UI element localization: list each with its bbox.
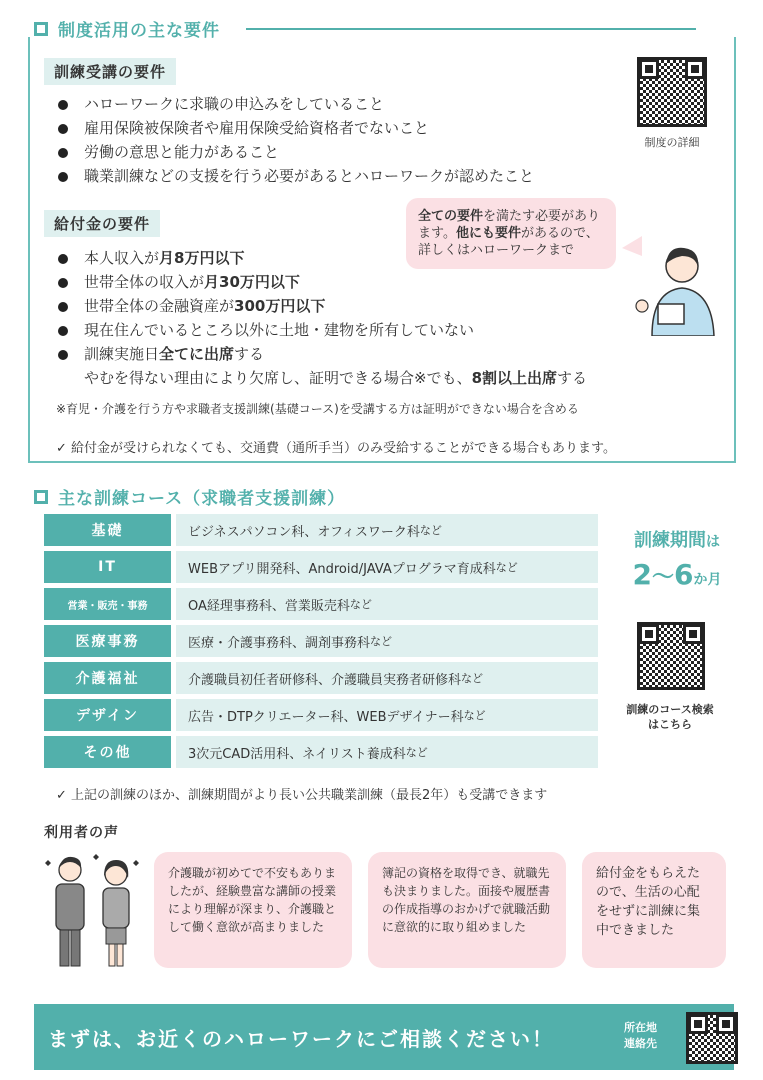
footer-contact: 所在地 連絡先 <box>624 1021 657 1050</box>
qr-code-course-search[interactable] <box>637 622 705 690</box>
course-category: 医療事務 <box>44 625 171 657</box>
list-item: 職業訓練などの支援を行う必要があるとハローワークが認めたこと <box>56 164 534 188</box>
footer-text: まずは、お近くのハローワークにご相談ください！ <box>48 1026 554 1051</box>
training-requirements-list <box>56 92 534 188</box>
qr-label-course-search: 訓練のコース検索 はこちら <box>626 703 714 731</box>
qr-code-contact[interactable] <box>686 1012 738 1064</box>
course-category: IT <box>44 551 171 583</box>
square-icon <box>34 22 48 36</box>
list-item: 現在住んでいるところ以外に土地・建物を所有していない <box>56 318 587 342</box>
training-period: 訓練期間は 2～6か月 <box>632 530 722 591</box>
course-desc: 医療・介護事務科、調剤事務科 など <box>176 625 598 657</box>
title-rule <box>246 28 696 30</box>
list-item: 訓練実施日全てに出席する <box>56 342 587 366</box>
users-illustration-icon <box>40 848 144 972</box>
course-category: 介護福祉 <box>44 662 171 694</box>
table-row <box>44 551 598 583</box>
table-row <box>44 699 598 731</box>
qr-label-system-details: 制度の詳細 <box>644 136 700 149</box>
course-desc: 介護職員初任者研修科、介護職員実務者研修科 など <box>176 662 598 694</box>
training-requirements-heading: 訓練受講の要件 <box>44 58 176 85</box>
check-note-public-training: ✓ 上記の訓練のほか、訓練期間がより長い公共職業訓練（最長2年）も受講できます <box>56 788 548 803</box>
benefit-requirements-heading: 給付金の要件 <box>44 210 160 237</box>
table-row <box>44 662 598 694</box>
list-item: ハローワークに求職の申込みをしていること <box>56 92 534 116</box>
section-title-text: 制度活用の主な要件 <box>58 21 220 41</box>
list-item-continuation: やむを得ない理由により欠席し、証明できる場合※でも、8割以上出席する <box>84 369 588 387</box>
table-row <box>44 588 598 620</box>
course-table <box>44 514 598 773</box>
square-icon <box>34 490 48 504</box>
course-desc: 広告・DTPクリエーター科、WEBデザイナー科 など <box>176 699 598 731</box>
course-desc: OA経理事務科、営業販売科 など <box>176 588 598 620</box>
voice-card: 給付金をもらえたので、生活の心配をせずに訓練に集中できました <box>582 852 726 968</box>
note-text: ※育児・介護を行う方や求職者支援訓練(基礎コース)を受講する方は証明ができない場合を含める <box>56 402 579 416</box>
course-desc: WEBアプリ開発科、Android/JAVAプログラマ育成科 など <box>176 551 598 583</box>
voice-card: 介護職が初めてで不安もありましたが、経験豊富な講師の授業により理解が深まり、介護職として働く意欲が高まりました <box>154 852 352 968</box>
course-category: 基礎 <box>44 514 171 546</box>
list-item: 世帯全体の収入が月30万円以下 <box>56 270 587 294</box>
course-category: その他 <box>44 736 171 768</box>
voices-title: 利用者の声 <box>44 825 119 841</box>
check-note-transport: ✓ 給付金が受けられなくても、交通費（通所手当）のみ受給することができる場合もあります。 <box>56 441 616 456</box>
table-row <box>44 736 598 768</box>
list-item: 本人収入が月8万円以下 <box>56 246 587 270</box>
section-title-text: 主な訓練コース（求職者支援訓練） <box>58 489 346 509</box>
footer-banner <box>34 1004 734 1070</box>
list-item: 世帯全体の金融資産が300万円以下 <box>56 294 587 318</box>
speech-bubble: 全ての要件を満たす必要があります。他にも要件があるので、詳しくはハローワークまで <box>406 198 616 269</box>
qr-code-system-details[interactable] <box>637 57 707 127</box>
course-desc: ビジネスパソコン科、オフィスワーク科 など <box>176 514 598 546</box>
table-row <box>44 625 598 657</box>
list-item: 雇用保険被保険者や雇用保険受給資格者でないこと <box>56 116 534 140</box>
consultant-illustration-icon <box>622 236 722 336</box>
course-category: デザイン <box>44 699 171 731</box>
section-title-courses <box>34 484 345 509</box>
table-row <box>44 514 598 546</box>
voice-card: 簿記の資格を取得でき、就職先も決まりました。面接や履歴書の作成指導のおかげで就職活動に意欲的に取り組めました <box>368 852 566 968</box>
course-category: 営業・販売・事務 <box>44 588 171 620</box>
course-desc: 3次元CAD活用科、ネイリスト養成科 など <box>176 736 598 768</box>
list-item: 労働の意思と能力があること <box>56 140 534 164</box>
